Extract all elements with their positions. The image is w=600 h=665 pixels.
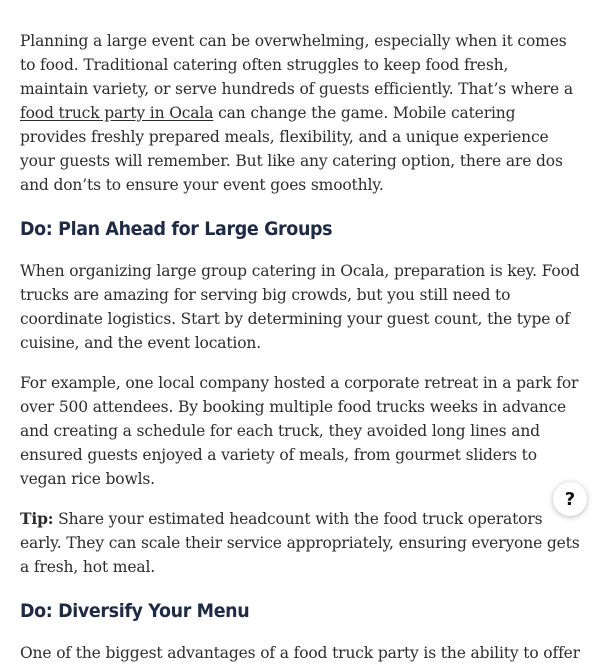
tip-text: Share your estimated headcount with the food truck operators early. They can scale their service appropriately, ensuring everyone gets a fresh, hot meal. <box>20 510 580 576</box>
question-mark-icon: ? <box>564 488 576 510</box>
tip-paragraph <box>20 507 580 579</box>
intro-paragraph <box>20 29 580 197</box>
section-heading-diversify-menu: Do: Diversify Your Menu <box>20 600 250 622</box>
tip-label: Tip: <box>20 509 54 528</box>
intro-text-before-link: Planning a large event can be overwhelming, especially when it comes to food. Traditional catering often struggles to keep food fresh, maintain variety, or serve hundreds of guests efficiently. That’s where a <box>20 32 573 98</box>
plan-ahead-paragraph-2: For example, one local company hosted a corporate retreat in a park for over 500 attendees. By booking multiple food trucks weeks in advance and creating a schedule for each truck, they avoided long lines and ensured guests enjoyed a variety of meals, from gourmet sliders to vegan rice bowls. <box>20 374 579 488</box>
diversify-menu-paragraph-1: One of the biggest advantages of a food truck party is the ability to offer <box>20 644 580 662</box>
food-truck-party-link[interactable]: food truck party in Ocala <box>20 104 214 122</box>
plan-ahead-paragraph-1: When organizing large group catering in Ocala, preparation is key. Food trucks are amazing for serving big crowds, but you still need to coordinate logistics. Start by determining your guest count, the type of cuisine, and the event location. <box>20 262 580 352</box>
intro-text-after-link: can change the game. Mobile catering provides freshly prepared meals, flexibility, and a unique experience your guests will remember. But like any catering option, there are dos and don’ts to ensure your event goes smoothly. <box>20 104 563 194</box>
section-heading-plan-ahead: Do: Plan Ahead for Large Groups <box>20 218 333 240</box>
help-button[interactable] <box>553 482 587 516</box>
